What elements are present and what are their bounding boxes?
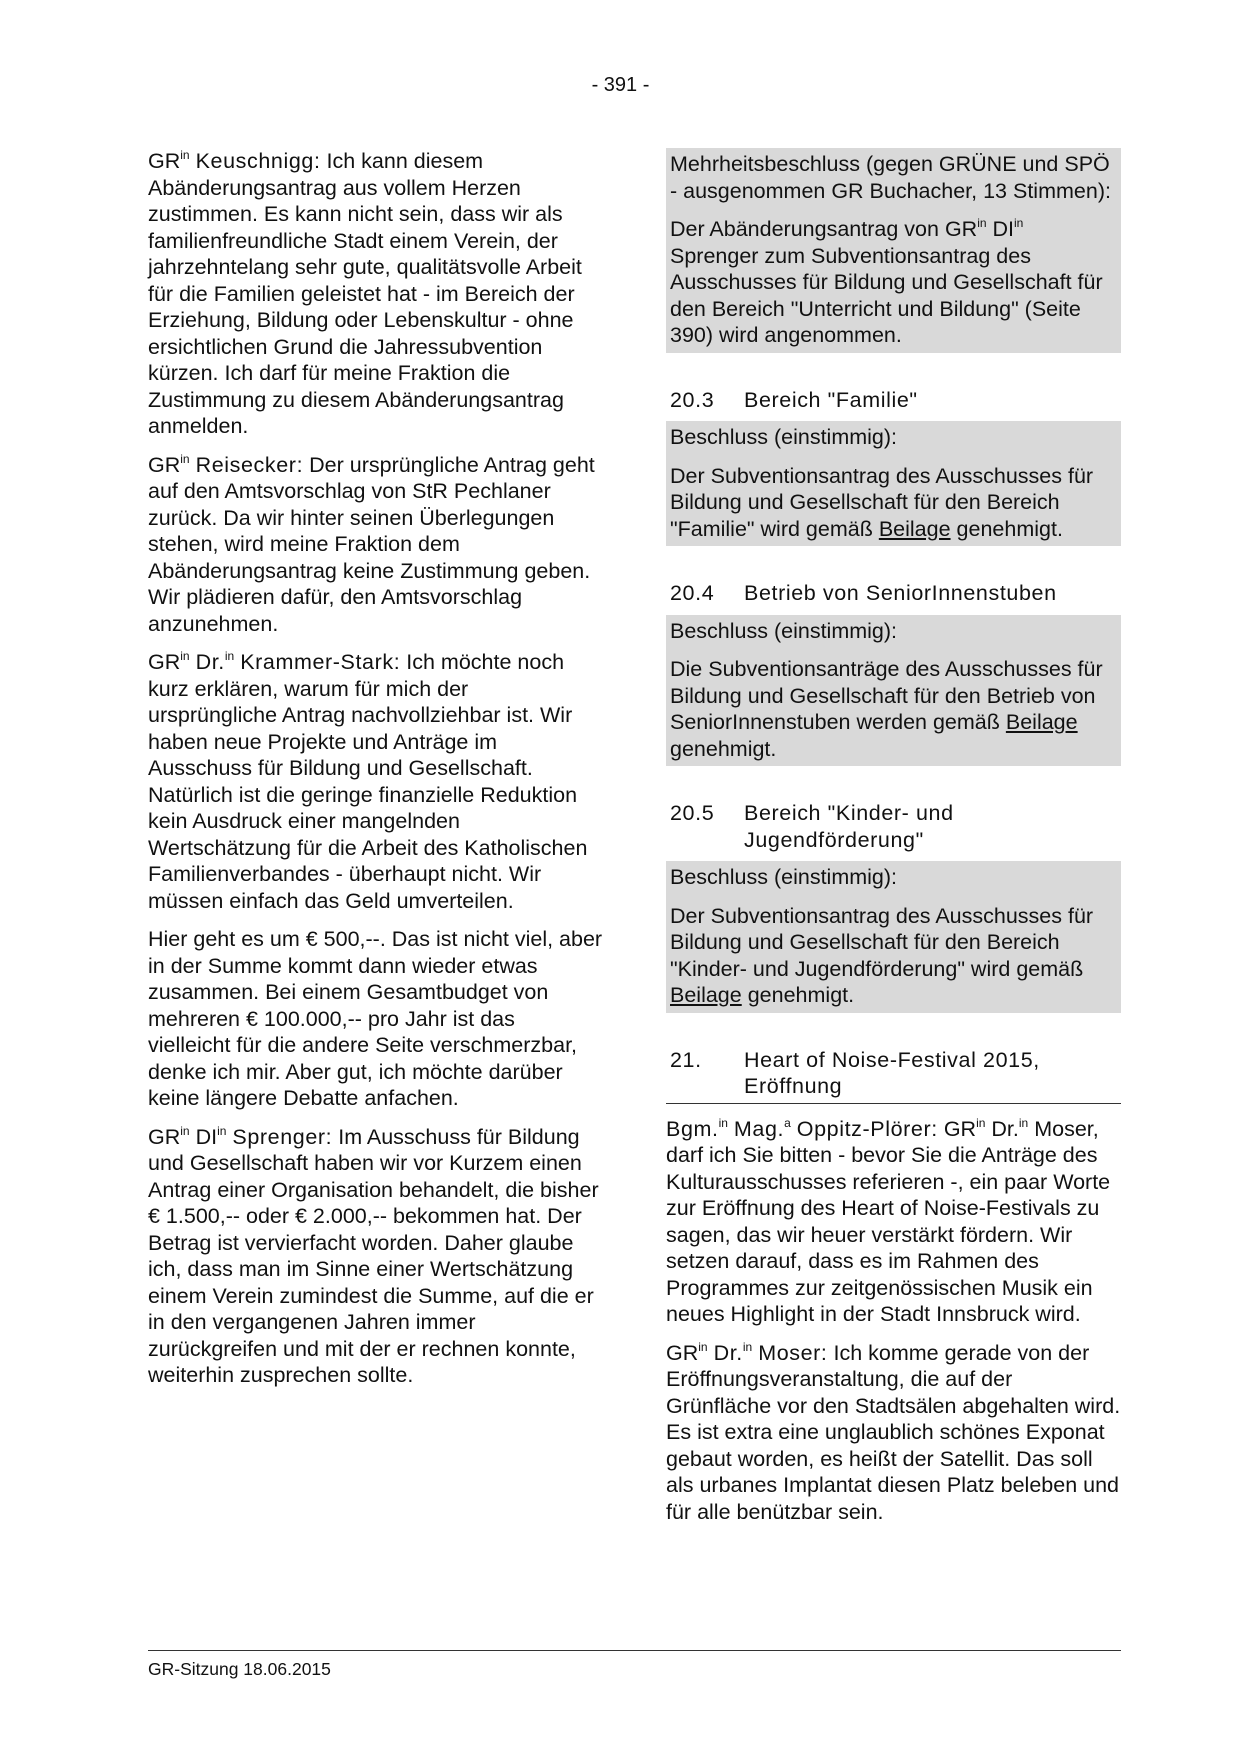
resolution-header: Beschluss (einstimmig): — [670, 618, 897, 643]
footer-session-date: GR-Sitzung 18.06.2015 — [148, 1659, 331, 1679]
resolution-box-familie — [666, 421, 1121, 546]
paragraph-reisecker: $GR^{in}$ Reisecker: Der ursprüngliche Antrag geht auf den Amtsvorschlag von StR Pechlaner zurück. Da wir hinter seinen Überlegungen stehen, wird meine Fraktion dem Abänderungsantrag keine Zustimmung geben. Wir plädieren dafür, den Amtsvorschlag anzunehmen. — [148, 451, 595, 636]
resolution-text: Der Abänderungsantrag von $GR^{in}$ $DI^{in}$ Sprenger zum Subventionsantrag des Ausschusses für Bildung und Gesellschaft für den Bereich "Unterricht und Bildung" (Seite 390) wird angenommen. — [670, 216, 1103, 347]
paragraph-keuschnigg: $GR^{in}$ Keuschnigg: Ich kann diesem Abänderungsantrag aus vollem Herzen zustimmen. Es kann nicht sein, dass wir als familienfreundliche Stadt einem Verein, der jahrzehntelang sehr gute, qualitätsvolle Arbeit für die Familien geleistet hat - im Bereich der Erziehung, Bildung oder Lebenskultur - ohne ersichtlichen Grund die Jahressubvention kürzen. Ich darf für meine Fraktion die Zustimmung zu diesem Abänderungsantrag anmelden. — [148, 148, 582, 438]
resolution-text: Die Subventionsanträge des Ausschusses für Bildung und Gesellschaft für den Betrieb von SeniorInnenstuben werden gemäß Beilage genehmigt. — [670, 657, 1103, 761]
right-column — [666, 148, 1121, 1537]
paragraph-moser: $GR^{in}$ Dr.$^{in}$ Moser: Ich komme gerade von der Eröffnungsveranstaltung, die auf der Grünfläche vor den Stadtsälen abgehalten wird. Es ist extra eine unglaublich schönes Exponat gebaut worden, es heißt der Satellit. Das soll als urbanes Implantat diesen Platz beleben und für alle benützbar sein. — [666, 1339, 1121, 1524]
section-heading-20-3: 20.3 Bereich "Familie" — [670, 387, 918, 412]
speaker-name: Oppitz-Plörer: — [796, 1116, 938, 1141]
paragraph-krammer-stark-2: Hier geht es um € 500,--. Das ist nicht viel, aber in der Summe kommt dann wieder etwas zusammen. Bei einem Gesamtbudget von mehreren € 100.000,-- pro Jahr ist das vielleicht für die andere Seite verschmerzbar, denke ich mir. Aber gut, ich möchte darüber keine längere Debatte anfachen. — [148, 927, 603, 1110]
resolution-header: Beschluss (einstimmig): — [670, 865, 897, 889]
resolution-text: Der Subventionsantrag des Ausschusses für Bildung und Gesellschaft für den Bereich "Kinder- und Jugendförderung" wird gemäß Beilage genehmigt. — [670, 903, 1094, 1007]
page-number: - 391 - — [591, 74, 650, 96]
section-heading-20-4: 20.4 Betrieb von SeniorInnenstuben — [670, 581, 1057, 605]
footer-divider — [148, 1650, 1121, 1651]
paragraph-sprenger: $GR^{in}$ $DI^{in}$ Sprenger: Im Ausschuss für Bildung und Gesellschaft haben wir vor Kurzem einen Antrag einer Organisation behandelt, die bisher € 1.500,-- oder € 2.000,-- bekommen hat. Der Betrag ist vervierfacht worden. Daher glaube ich, dass man im Sinne einer Wertschätzung einem Verein zumindest die Summe, auf die er in den vergangenen Jahren immer zurückgreifen und mit der er rechnen konnte, weiterhin zusprechen sollte. — [148, 1123, 599, 1387]
resolution-header: Mehrheitsbeschluss (gegen GRÜNE und SPÖ - ausgenommen GR Buchacher, 13 Stimmen): — [670, 152, 1111, 203]
resolution-header: Beschluss (einstimmig): — [670, 425, 897, 449]
section-heading-20-5: 20.5 Bereich "Kinder- und Jugendförderung" — [670, 801, 954, 852]
beilage-link[interactable]: Beilage — [878, 516, 951, 541]
speaker-name: Krammer-Stark: — [240, 650, 401, 674]
speaker-name: Moser: — [758, 1340, 828, 1365]
beilage-link[interactable]: Beilage — [1005, 710, 1078, 734]
speaker-name: Keuschnigg: — [195, 149, 321, 173]
paragraph-oppitz-ploerer: Bgm.$^{in}$ Mag.$^a$ Oppitz-Plörer: $GR^{in}$ Dr.$^{in}$ Moser, darf ich Sie bitten - bevor Sie die Anträge des Kulturausschusses referieren -, ein paar Worte zur Eröffnung des Heart of Noise-Festivals zu sagen, das wir heuer verstärkt fördern. Wir setzen darauf, dass es im Rahmen des Programmes zur zeitgenössischen Musik ein neues Highlight in der Stadt Innsbruck wird. — [666, 1115, 1111, 1326]
section-heading-21: 21. Heart of Noise-Festival 2015, Eröffnung — [666, 1047, 1121, 1104]
resolution-text: Der Subventionsantrag des Ausschusses für Bildung und Gesellschaft für den Bereich "Familie" wird gemäß Beilage genehmigt. — [670, 463, 1094, 541]
resolution-box-kinder-jugend — [666, 861, 1121, 1013]
speaker-name: Reisecker: — [195, 452, 304, 477]
beilage-link[interactable]: Beilage — [670, 983, 742, 1007]
paragraph-krammer-stark: $GR^{in}$ Dr.$^{in}$ Krammer-Stark: Ich möchte noch kurz erklären, warum für mich der ursprüngliche Antrag nachvollziehbar ist. Wir haben neue Projekte und Anträge im Ausschuss für Bildung und Gesellschaft. Natürlich ist die geringe finanzielle Reduktion kein Ausdruck einer mangelnden Wertschätzung für die Arbeit des Katholischen Familienverbandes - überhaupt nicht. Wir müssen einfach das Geld umverteilen. — [148, 649, 588, 913]
speaker-name: Sprenger: — [232, 1124, 333, 1149]
left-column — [148, 148, 603, 1401]
resolution-box-seniorinnenstuben — [666, 615, 1121, 767]
resolution-box-unterricht — [666, 148, 1121, 353]
